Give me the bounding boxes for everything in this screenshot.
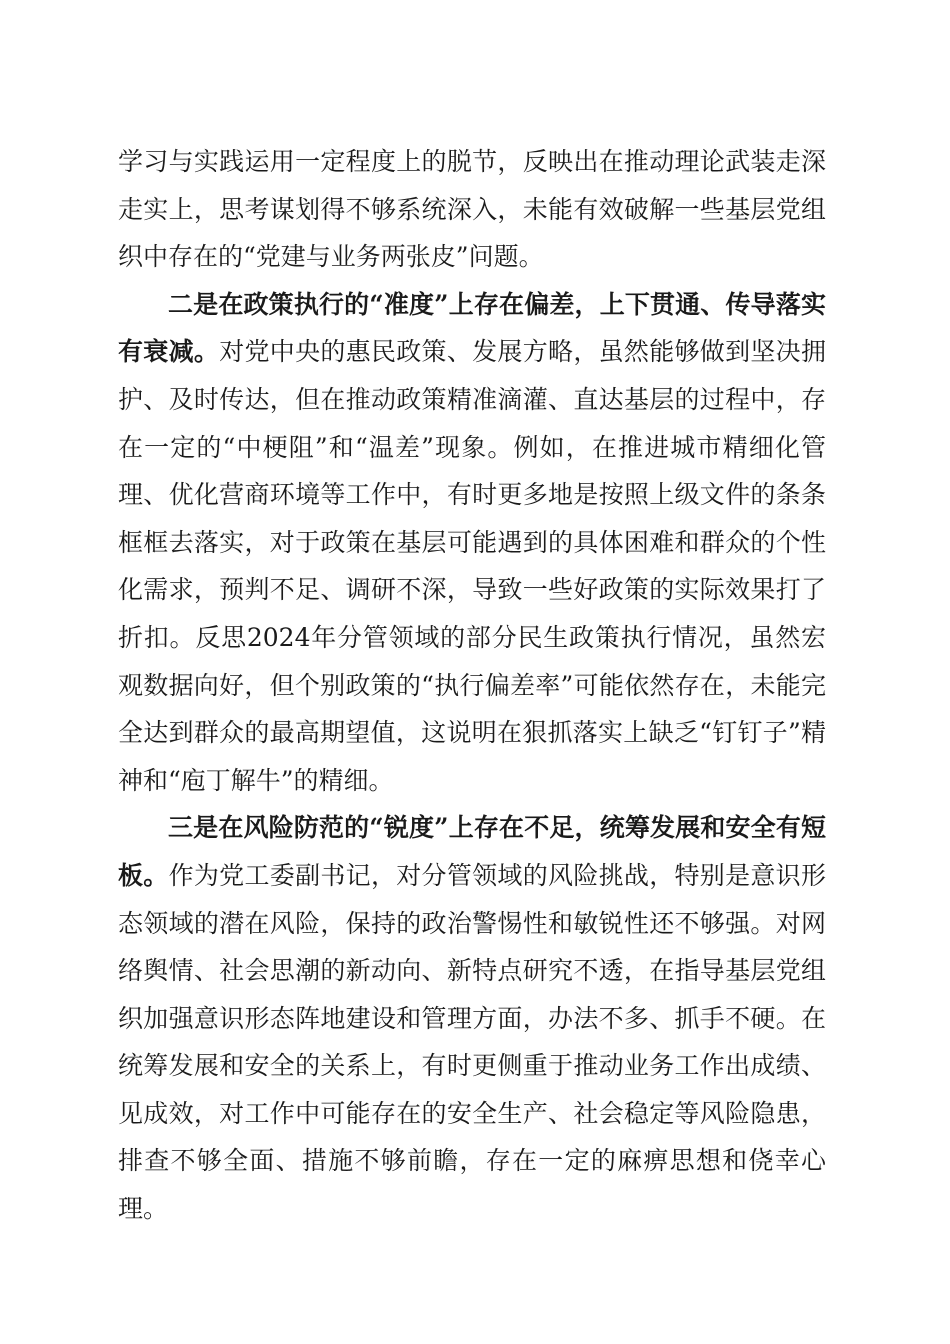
paragraph-body: 学习与实践运用一定程度上的脱节，反映出在推动理论武装走深走实上，思考谋划得不够系统深入，未能有效破解一些基层党组织中存在的“党建与业务两张皮”问题。 (118, 147, 826, 272)
paragraph-continuation (118, 138, 826, 281)
paragraph-lead: 二是在政策执行的“准度”上存在偏差，上下贯通、传导落实有衰减。 (118, 289, 826, 367)
paragraph-point-three (118, 804, 826, 1232)
paragraph-lead: 三是在风险防范的“锐度”上存在不足，统筹发展和安全有短板。 (118, 813, 826, 890)
paragraph-body: 作为党工委副书记，对分管领域的风险挑战，特别是意识形态领域的潜在风险，保持的政治警惕性和敏锐性还不够强。对网络舆情、社会思潮的新动向、新特点研究不透，在指导基层党组织加强意识形态阵地建设和管理方面，办法不多、抓手不硬。在统筹发展和安全的关系上，有时更侧重于推动业务工作出成绩、见成效，对工作中可能存在的安全生产、社会稳定等风险隐患，排查不够全面、措施不够前瞻，存在一定的麻痹思想和侥幸心理。 (118, 860, 826, 1224)
document-body (118, 138, 826, 1233)
paragraph-point-two (118, 281, 826, 805)
paragraph-body: 对党中央的惠民政策、发展方略，虽然能够做到坚决拥护、及时传达，但在推动政策精准滴灌、直达基层的过程中，存在一定的“中梗阻”和“温差”现象。例如，在推进城市精细化管理、优化营商环境等工作中，有时更多地是按照上级文件的条条框框去落实，对于政策在基层可能遇到的具体困难和群众的个性化需求，预判不足、调研不深，导致一些好政策的实际效果打了折扣。反思2024年分管领域的部分民生政策执行情况，虽然宏观数据向好，但个别政策的“执行偏差率”可能依然存在，未能完全达到群众的最高期望值，这说明在狠抓落实上缺乏“钉钉子”精神和“庖丁解牛”的精细。 (118, 337, 826, 795)
